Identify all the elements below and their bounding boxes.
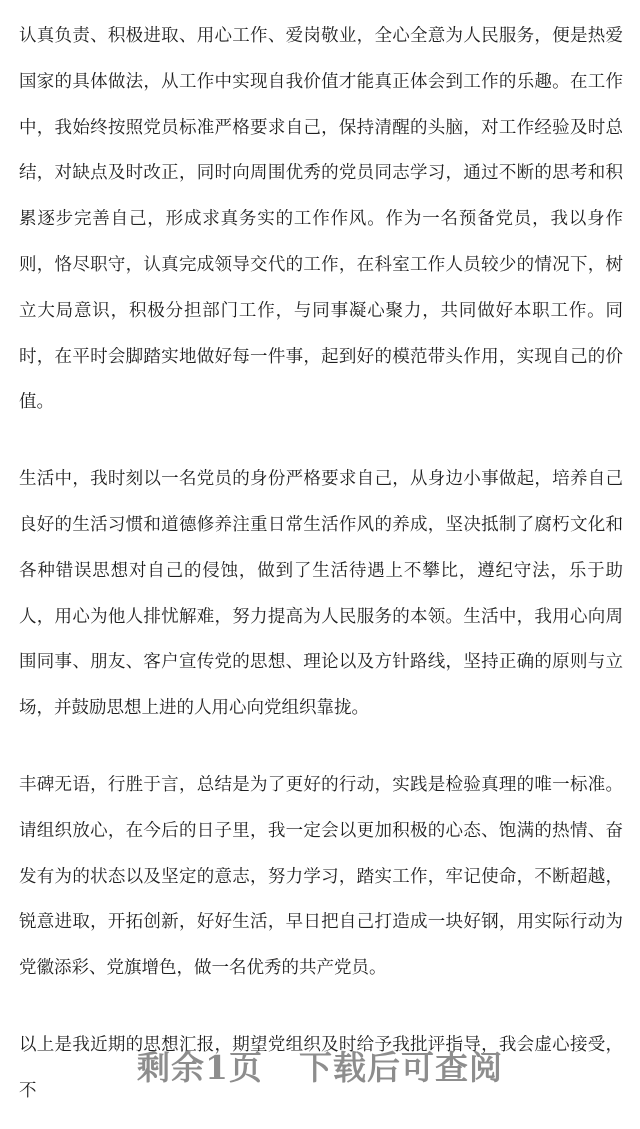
remaining-pages-label: 剩余1页	[137, 1048, 263, 1087]
download-prompt-label[interactable]: 下载后可查阅	[298, 1048, 503, 1087]
paragraph-work: 认真负责、积极进取、用心工作、爱岗敬业，全心全意为人民服务，便是热爱国家的具体做法，从工作中实现自我价值才能真正体会到工作的乐趣。在工作中，我始终按照党员标准严格要求自己，保持清醒的头脑，对工作经验及时总结，对缺点及时改正，同时向周围优秀的党员同志学习，通过不断的思考和积累逐步完善自己，形成求真务实的工作作风。作为一名预备党员，我以身作则，恪尽职守，认真完成领导交代的工作，在科室工作人员较少的情况下，树立大局意识，积极分担部门工作，与同事凝心聚力，共同做好本职工作。同时，在平时会脚踏实地做好每一件事，起到好的模范带头作用，实现自己的价值。	[19, 26, 623, 413]
download-banner[interactable]	[0, 1042, 640, 1089]
paragraph-commitment: 丰碑无语，行胜于言，总结是为了更好的行动，实践是检验真理的唯一标准。请组织放心，在今后的日子里，我一定会以更加积极的心态、饱满的热情、奋发有为的状态以及坚定的意志，努力学习，踏实工作，牢记使命，不断超越，锐意进取，开拓创新，好好生活，早日把自己打造成一块好钢，用实际行动为党徽添彩、党旗增色，做一名优秀的共产党员。	[19, 774, 623, 979]
paragraph-life: 生活中，我时刻以一名党员的身份严格要求自己，从身边小事做起，培养自己良好的生活习惯和道德修养注重日常生活作风的养成，坚决抵制了腐朽文化和各种错误思想对自己的侵蚀，做到了生活待遇上不攀比，遵纪守法，乐于助人，用心为他人排忧解难，努力提高为人民服务的本领。生活中，我用心向周围同事、朋友、客户宣传党的思想、理论以及方针路线，坚持正确的原则与立场，并鼓励思想上进的人用心向党组织靠拢。	[19, 469, 623, 719]
document-body	[19, 14, 623, 1115]
paragraph-closing: 以上是我近期的思想汇报，期望党组织及时给予我批评指导，我会虚心接受，不	[19, 1034, 623, 1101]
